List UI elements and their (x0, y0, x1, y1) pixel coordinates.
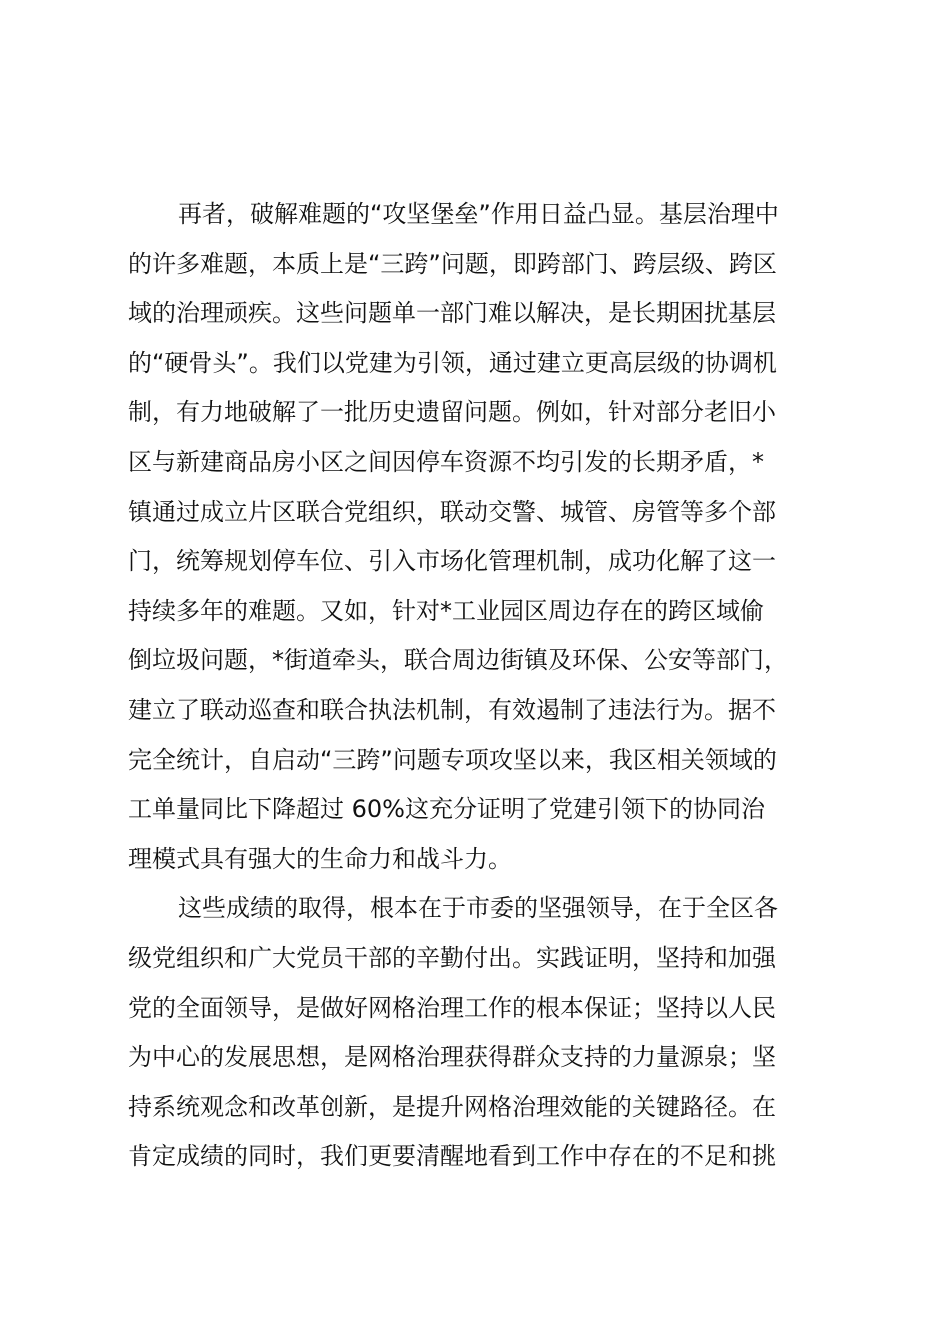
text-line: 的许多难题，本质上是“三跨”问题，即跨部门、跨层级、跨区 (128, 249, 777, 278)
text-line: 持系统观念和改革创新，是提升网格治理效能的关键路径。在 (128, 1092, 776, 1121)
text-line: 为中心的发展思想，是网格治理获得群众支持的力量源泉；坚 (128, 1043, 776, 1072)
document-body (128, 190, 828, 1182)
text-line: 区与新建商品房小区之间因停车资源不均引发的长期矛盾，* (128, 447, 764, 476)
text-line: 这些成绩的取得，根本在于市委的坚强领导，在于全区各 (178, 894, 778, 923)
text-line: 再者，破解难题的“攻坚堡垒”作用日益凸显。基层治理中 (178, 200, 779, 228)
text-line: 建立了联动巡查和联合执法机制，有效遏制了违法行为。据不 (128, 695, 776, 724)
text-line: 镇通过成立片区联合党组织，联动交警、城管、房管等多个部 (128, 497, 776, 526)
text-line: 倒垃圾问题，*街道牵头，联合周边街镇及环保、公安等部门， (128, 646, 788, 675)
text-line: 的“硬骨头”。我们以党建为引领，通过建立更高层级的协调机 (128, 348, 777, 377)
text-line: 制，有力地破解了一批历史遗留问题。例如，针对部分老旧小 (128, 398, 776, 427)
text-line: 门，统筹规划停车位、引入市场化管理机制，成功化解了这一 (128, 547, 776, 576)
text-line: 工单量同比下降超过 60%这充分证明了党建引领下的协同治 (128, 795, 765, 824)
text-line: 持续多年的难题。又如，针对*工业园区周边存在的跨区域偷 (128, 596, 764, 625)
text-line: 理模式具有强大的生命力和战斗力。 (128, 844, 512, 873)
text-line: 完全统计，自启动“三跨”问题专项攻坚以来，我区相关领域的 (128, 745, 777, 774)
paragraph-cross-issues (128, 190, 828, 884)
text-line: 级党组织和广大党员干部的辛勤付出。实践证明，坚持和加强 (128, 943, 776, 972)
text-line: 域的治理顽疾。这些问题单一部门难以解决，是长期困扰基层 (128, 299, 776, 328)
text-line: 党的全面领导，是做好网格治理工作的根本保证；坚持以人民 (128, 993, 776, 1022)
paragraph-achievements (128, 884, 828, 1182)
text-line: 肯定成绩的同时，我们更要清醒地看到工作中存在的不足和挑 (128, 1142, 776, 1171)
